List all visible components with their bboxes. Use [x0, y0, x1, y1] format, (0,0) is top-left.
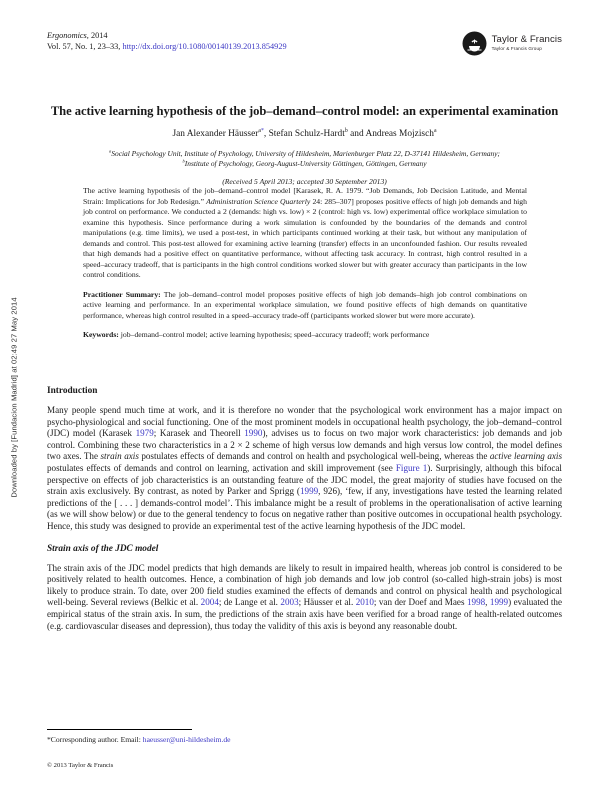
corresponding-author-email-link[interactable]: haeusser@uni-hildesheim.de [142, 735, 231, 744]
publisher-logo [462, 31, 562, 56]
affiliation-b: $^b$Institute of Psychology, Georg-August-University Göttingen, Göttingen, Germany [182, 158, 427, 169]
affiliation-a: $^a$Social Psychology Unit, Institute of Psychology, University of Hildesheim, Marienburger Platz 22, D-37141 Hildesheim, Germany; [109, 148, 500, 158]
page-footer [47, 729, 562, 769]
keywords-label: Keywords: [83, 330, 119, 339]
taylor-francis-lamp-icon [462, 31, 487, 56]
title-block [47, 104, 562, 186]
download-stamp [0, 0, 28, 794]
publisher-group: Taylor & Francis Group [491, 45, 542, 51]
section-heading-introduction: Introduction [47, 386, 98, 396]
publisher-name: Taylor & Francis [491, 34, 562, 46]
practitioner-summary [83, 290, 527, 322]
abstract-text: The active learning hypothesis of the job–demand–control model [Karasek, R. A. 1979. “Job Demands, Job Decision Latitude, and Mental Strain: Implications for Job Redesign.” Administration Science Quarterly 24: 285–307] proposes positive effects of high job demands and high job control on performance. We conducted a 2 (demands: high vs. low) × 2 (control: high vs. low) experimental office workplace simulation to examine this hypothesis. Since performance during a work simulation is confounded by the boundaries of the demands and control manipulations (e.g. time limits), we used a post-test, in which participants continued working at their task, but without any manipulation of demands and control. This post-test allowed for examining active learning (transfer) effects in an unconfounded fashion. Our results revealed that high demands had a positive effect on quantitative performance, without affecting task accuracy. In contrast, high control resulted in a speed–accuracy tradeoff, that is participants in the high control conditions worked slower but with greater accuracy than participants in the low control conditions. [83, 186, 527, 279]
download-stamp-text: Downloaded by [Fundacion Madrid] at 02:49 27 May 2014 [9, 296, 19, 498]
practitioner-summary-text: The job–demand–control model proposes positive effects of high job demands–high job control combinations on active learning and performance. In an experimental workplace simulation, we found positive effects of high demands on quantitative performance, whereas high control resulted in a speed–accuracy trade-off (participants worked slower but were more accurate). [83, 289, 527, 320]
corresponding-author-label: *Corresponding author. Email: [47, 735, 143, 744]
copyright-line: © 2013 Taylor & Francis [47, 762, 114, 769]
page-title: The active learning hypothesis of the job–demand–control model: an experimental examination [50, 104, 559, 118]
strain-axis-paragraph: The strain axis of the JDC model predicts that high demands are likely to result in impaired health, whereas job control is considered to be positively related to health outcomes. Hence, a combination of high job demands and low job control (so-called high-strain jobs) is most likely to produce strain. To date, over 200 field studies examined the effects of demands and control on physical health and psychological well-being. Several reviews (Belkic et al. 2004; de Lange et al. 2003; Häusser et al. 2010; van der Doef and Maes 1998, 1999) evaluated the empirical status of the strain axis. In sum, the predictions of the strain axis have been verified for a broad range of health-related outcomes (e.g. cardiovascular diseases and depression), thus today the validity of this axis is beyond any reasonable doubt. [47, 562, 563, 631]
introduction-paragraph: Many people spend much time at work, and it is therefore no wonder that the psychological work environment has a major impact on psycho-physiological and social functioning. One of the most prominent models in occupational health psychology, the job–demand–control (JDC) model (Karasek 1979; Karasek and Theorell 1990), advises us to focus on two major work characteristics: job demands and job control. Combining these two characteristics in a 2 × 2 scheme of high versus low demands and high versus low control, the model defines two axes. The strain axis postulates effects of demands and control on health and psychological well-being, whereas the active learning axis postulates effects of demands and control on learning, activation and skill improvement (see Figure 1). Surprisingly, although this bifocal perspective on effects of job characteristics is an outstanding feature of the JDC model, the great majority of studies have focused on the strain axis exclusively. By contrast, as noted by Parker and Sprigg (1999, 926), ‘few, if any, investigations have tested the learning related predictions of the [ . . . ] demands-control model’. This imbalance might be a result of problems in the operationalisation of active learning (as we will show below) or due to the general tendency to focus on negative rather than positive outcomes in occupational health psychology. Hence, this study was designed to provide an experimental test of the active learning hypothesis of the JDC model. [47, 405, 562, 531]
keywords-text: job–demand–control model; active learning hypothesis; speed–accuracy tradeoff; work performance [118, 330, 430, 339]
received-dates: (Received 5 April 2013; accepted 30 September 2013) [222, 177, 387, 187]
author-list: Jan Alexander Häusser$^{a*}$, Stefan Schulz-Hardt$^b$ and Andreas Mojzisch$^a$ [172, 127, 437, 139]
section-heading-strain-axis: Strain axis of the JDC model [47, 543, 159, 554]
journal-name: Ergonomics [47, 31, 87, 40]
journal-year: , 2014 [86, 31, 108, 40]
article-body [47, 386, 562, 643]
footnote-divider [47, 729, 192, 730]
keywords [83, 330, 527, 341]
corresponding-author-note [47, 735, 562, 745]
volume-issue-pages: Vol. 57, No. 1, 23–33, [47, 42, 123, 52]
publisher-logo-text [492, 35, 562, 51]
page-content [47, 0, 562, 794]
practitioner-summary-label: Practitioner Summary: [83, 289, 161, 299]
doi-link[interactable]: http://dx.doi.org/10.1080/00140139.2013.854929 [122, 42, 287, 52]
abstract-block [83, 186, 527, 341]
